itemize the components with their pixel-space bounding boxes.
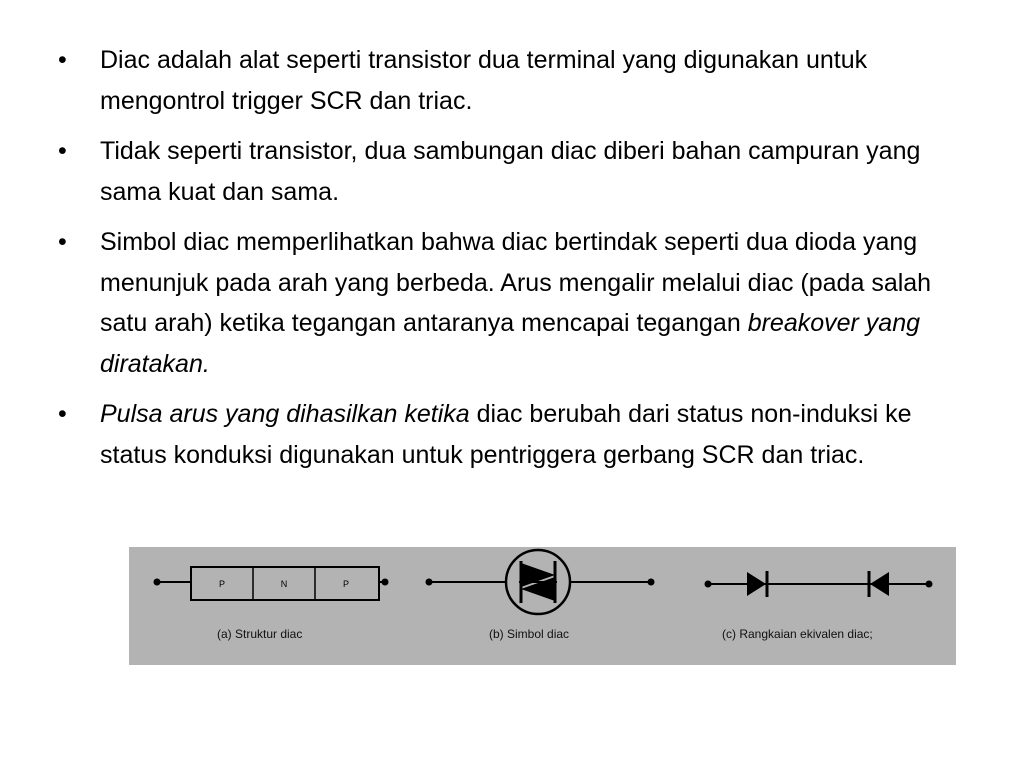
- bullet-text: Diac adalah alat seperti transistor dua terminal yang digunakan untuk mengontrol trigger SCR dan triac.: [100, 46, 868, 115]
- bullet-marker: •: [58, 228, 67, 256]
- diode-reverse-icon: [870, 572, 889, 596]
- p-layer-label: P: [218, 579, 226, 589]
- terminal-dot: [648, 579, 655, 586]
- bullet-item: [58, 40, 958, 121]
- diac-structure: [154, 567, 389, 600]
- bullet-text: Simbol diac memperlihatkan bahwa diac bertindak seperti dua dioda yang menunjuk pada arah yang berbeda. Arus mengalir melalui diac (pada salah satu arah) ketika tegangan antaranya mencapai tegangan breakover yang diratakan.: [100, 228, 932, 378]
- p-layer-label: P: [342, 579, 350, 589]
- bullet-marker: •: [58, 46, 67, 74]
- diode-forward-icon: [747, 572, 766, 596]
- bullet-marker: •: [58, 137, 67, 165]
- bullet-text: Tidak seperti transistor, dua sambungan diac diberi bahan campuran yang sama kuat dan sama.: [100, 137, 921, 206]
- terminal-dot: [926, 581, 933, 588]
- bullet-marker: •: [58, 400, 67, 428]
- bullet-text: Pulsa arus yang dihasilkan ketika diac berubah dari status non-induksi ke status konduksi digunakan untuk pentriggera gerbang SCR dan triac.: [100, 400, 912, 469]
- caption-symbol: (b) Simbol diac: [489, 627, 570, 641]
- caption-structure: (a) Struktur diac: [217, 627, 303, 641]
- bullet-item: [58, 222, 958, 384]
- n-layer-label: N: [280, 579, 288, 589]
- italic-term: Pulsa arus yang dihasilkan ketika: [100, 400, 470, 428]
- bullet-list: [58, 40, 958, 485]
- terminal-dot: [382, 579, 389, 586]
- caption-equivalent: (c) Rangkaian ekivalen diac;: [722, 627, 873, 641]
- diac-figure: [129, 547, 956, 665]
- italic-term: breakover yang diratakan.: [100, 309, 921, 378]
- bullet-item: [58, 394, 958, 475]
- bullet-item: [58, 131, 958, 212]
- diac-equivalent: [705, 571, 933, 597]
- diac-symbol: [426, 550, 655, 614]
- diac-diagram: [129, 547, 956, 665]
